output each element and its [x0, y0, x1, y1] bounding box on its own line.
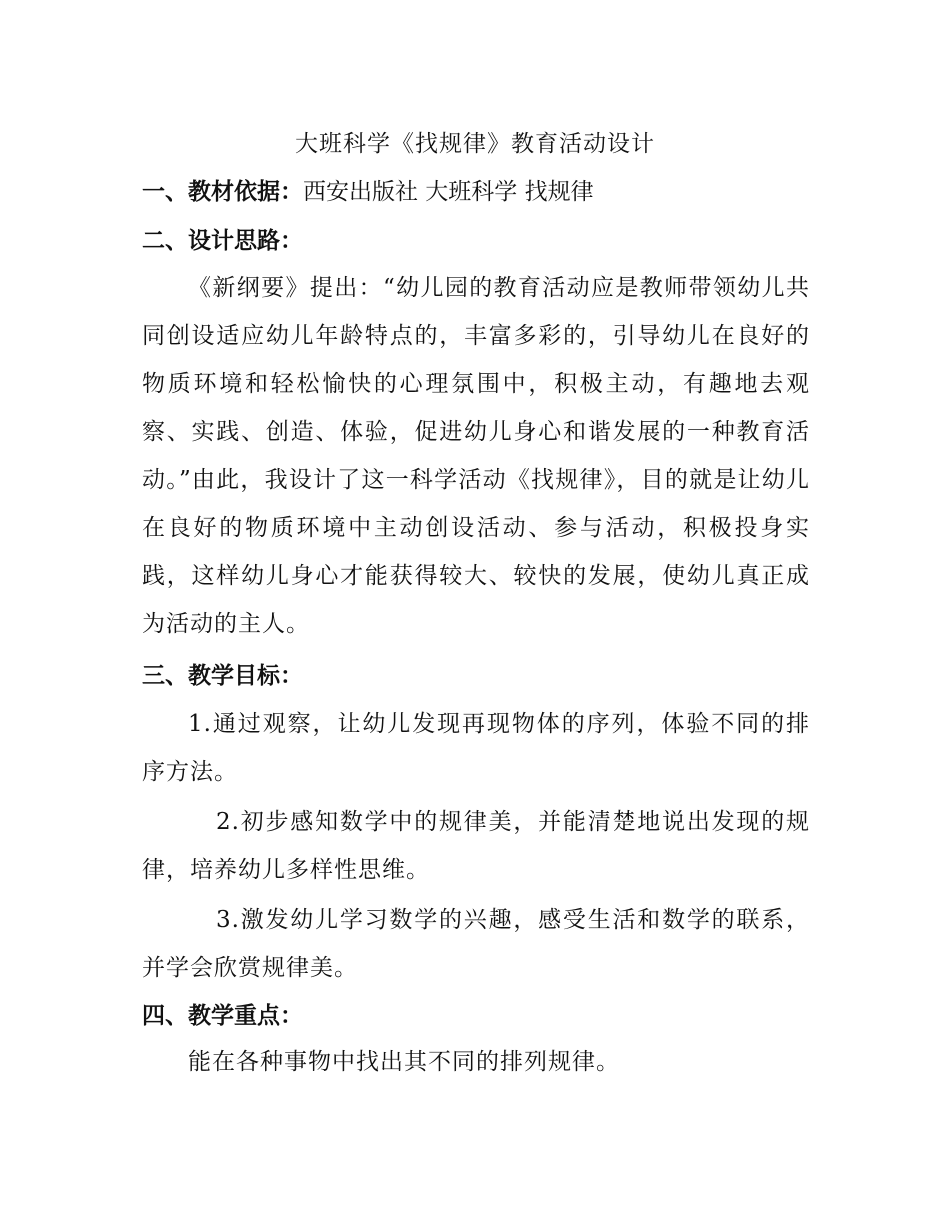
document-title: 大班科学《找规律》教育活动设计: [295, 131, 655, 157]
goal-item-2: 2.初步感知数学中的规律美，并能清楚地说出发现的规律，培养幼儿多样性思维。: [142, 809, 810, 883]
goals-heading: 三、教学目标：: [142, 663, 303, 689]
focus-heading: 四、教学重点：: [142, 1003, 303, 1029]
focus-paragraph: 能在各种事物中找出其不同的排列规律。: [188, 1049, 620, 1075]
basis-value: 西安出版社 大班科学 找规律: [303, 179, 594, 205]
basis-heading: 一、教材依据：: [142, 179, 303, 205]
goal-item-1: 1.通过观察，让幼儿发现再现物体的序列，体验不同的排序方法。: [142, 711, 810, 785]
design-paragraph: 《新纲要》提出：“幼儿园的教育活动应是教师带领幼儿共同创设适应幼儿年龄特点的，丰富多彩的，引导幼儿在良好的物质环境和轻松愉快的心理氛围中，积极主动，有趣地去观察、实践、创造、体验，促进幼儿身心和谐发展的一种教育活动。”由此，我设计了这一科学活动《找规律》，目的就是让幼儿在良好的物质环境中主动创设活动、参与活动，积极投身实践，这样幼儿身心才能获得较大、较快的发展，使幼儿真正成为活动的主人。: [142, 275, 810, 637]
basis-section: [142, 176, 594, 208]
goal-item-3: 3.激发幼儿学习数学的兴趣，感受生活和数学的联系，并学会欣赏规律美。: [142, 907, 810, 981]
design-heading: 二、设计思路：: [142, 228, 303, 254]
